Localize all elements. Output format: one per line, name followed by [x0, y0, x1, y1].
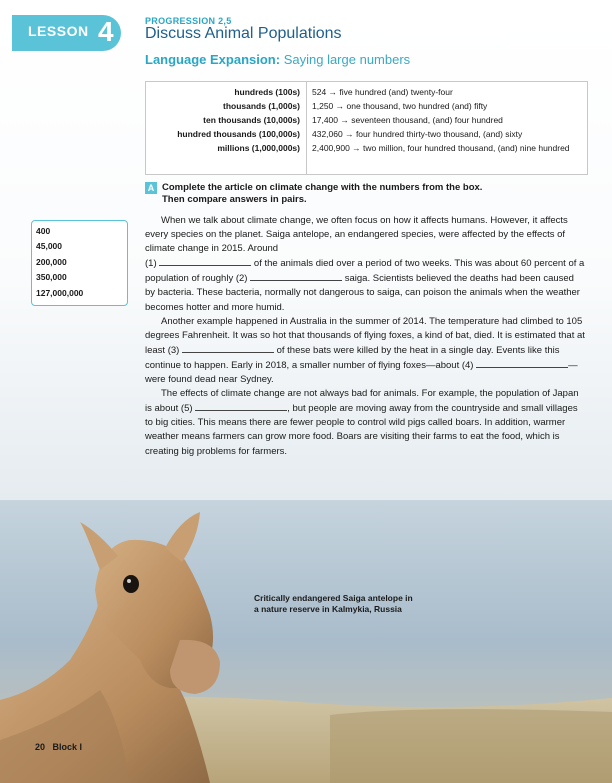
article-paragraph-1 — [145, 214, 585, 315]
table-example: 2,400,900 → two million, four hundred thousand, (and) nine hundred — [312, 143, 570, 153]
table-example: 524 → five hundred (and) twenty-four — [312, 87, 453, 97]
table-example: 432,060 → four hundred thirty-two thousand, (and) sixty — [312, 129, 523, 139]
table-term: thousands (1,000s) — [223, 101, 300, 111]
answer-blank-4[interactable] — [476, 358, 568, 368]
instruction-line-2: Then compare answers in pairs. — [162, 194, 307, 205]
subtitle-lead: Language Expansion: — [145, 52, 281, 67]
answer-blank-5[interactable] — [195, 401, 287, 411]
climate-article — [145, 214, 585, 459]
article-paragraph-3 — [145, 387, 585, 458]
table-term: hundreds (100s) — [234, 87, 300, 97]
table-term: hundred thousands (100,000s) — [177, 129, 300, 139]
article-text: saiga. Scientists believed the deaths had been caused by bacteria. These bacteria, normally not dangerous to saiga, can poison the animals when the weather becomes hotter and more humid. — [145, 273, 580, 313]
table-example: 17,400 → seventeen thousand, (and) four hundred — [312, 115, 503, 125]
word-box-item: 200,000 — [36, 257, 67, 267]
activity-instruction — [145, 182, 585, 206]
language-expansion-table — [145, 81, 588, 175]
blank-label-1: (1) — [145, 258, 157, 270]
article-text: , but people are moving away from the countryside and small villages to big cities. This means there are fewer people to control wild pigs called boars. In addition, warmer weather means farmers can grow more food. Boars are visiting their farms to eat the food, which is creating big problems for farmers. — [145, 403, 578, 457]
block-label: Block I — [52, 742, 83, 752]
article-text: of the animals died over a period of two weeks. This was about 60 percent of a population of roughly (2) — [145, 258, 585, 285]
word-box-item: 400 — [36, 226, 51, 236]
progression-label: PROGRESSION 2,5 — [145, 16, 232, 26]
lesson-number: 4 — [98, 16, 114, 47]
table-divider — [306, 82, 307, 174]
word-box-item: 127,000,000 — [36, 288, 84, 298]
article-paragraph-2 — [145, 315, 585, 387]
article-text: The effects of climate change are not always bad for animals. For example, the population of Japan is about (5) — [145, 388, 579, 415]
lesson-label: LESSON — [28, 23, 89, 39]
article-text: Another example happened in Australia in the summer of 2014. The temperature had climbed to 105 degrees Fahrenheit. It was so hot that thousands of flying foxes, a kind of bat, died. It is estimated that at least (3) — [145, 315, 585, 356]
answer-blank-3[interactable] — [182, 343, 274, 353]
page-title: Discuss Animal Populations — [145, 25, 342, 42]
instruction-line-1: Complete the article on climate change with the numbers from the box. — [162, 182, 483, 193]
table-term: ten thousands (10,000s) — [203, 115, 300, 125]
table-example: 1,250 → one thousand, two hundred (and) fifty — [312, 101, 488, 111]
word-box-item: 350,000 — [36, 272, 67, 282]
page-number: 20 — [35, 742, 46, 752]
activity-badge: A — [145, 182, 157, 194]
article-text: When we talk about climate change, we often focus on how it affects humans. However, it affects every species on the planet. Saiga antelope, an endangered species, were affected by the effects of climate change in 2015. Around — [145, 215, 568, 255]
photo-caption: Critically endangered Saiga antelope in a nature reserve in Kalmykia, Russia — [254, 593, 413, 614]
answer-blank-1[interactable] — [159, 256, 251, 266]
word-box-item: 45,000 — [36, 241, 62, 251]
number-word-box — [31, 220, 128, 306]
lesson-tab — [12, 15, 121, 51]
article-text: —were found dead near Sydney. — [145, 359, 578, 386]
answer-blank-2[interactable] — [250, 271, 342, 281]
article-text: of these bats were killed by the heat in a single day. Events like this continue to happen. Early in 2018, a smaller number of flying foxes—about (4) — [145, 344, 560, 371]
page-footer — [35, 742, 82, 752]
table-term: millions (1,000,000s) — [217, 143, 300, 153]
section-subtitle — [145, 52, 410, 67]
subtitle-rest: Saying large numbers — [283, 52, 411, 67]
